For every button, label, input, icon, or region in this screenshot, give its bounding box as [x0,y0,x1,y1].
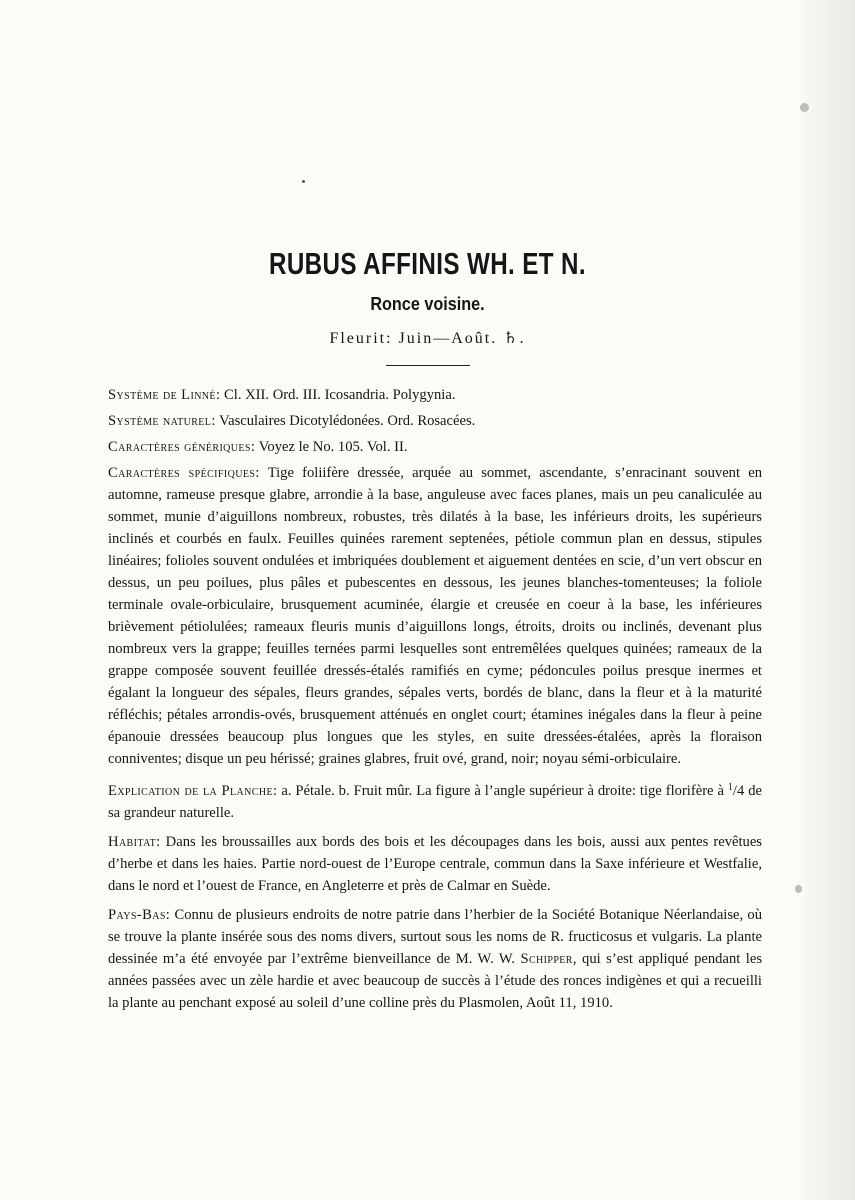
section-text: Cl. XII. Ord. III. Icosandria. Polygynia. [220,387,456,403]
section-paysbas [108,904,762,1014]
page-spine-shadow [795,0,855,1200]
person-name: Schipper [520,951,573,967]
page-subtitle: Ronce voisine. [370,294,485,314]
section-text: Connu de plusieurs endroits de notre patrie dans l’herbier de la Société Botanique Néerlandaise, où se trouve la plante insérée sous des noms divers, surtout sous les noms de R. fructicosus et vulgaris. La plante dessinée m’a été envoyée par l’extrême bienveillance de M. W. W. [108,907,762,967]
fraction-denominator: /4 [732,783,745,799]
section-linne [108,384,762,406]
section-habitat [108,831,762,897]
section-label: Système naturel: [108,413,216,429]
section-text: Dans les broussailles aux bords des bois et les découpages dans les bois, aussi aux pentes revêtues d’herbe et dans les haies. Partie nord-ouest de l’Europe centrale, commun dans la Saxe inférieure et Westfalie, dans le nord et l’ouest de France, en Angleterre et près de Calmar en Suède. [108,834,762,894]
section-specifiques [108,462,762,770]
section-naturel [108,410,762,432]
page-title: RUBUS AFFINIS WH. ET N. [268,246,587,281]
fraction-numerator: 1 [727,782,733,793]
section-label: Pays-Bas: [108,907,171,923]
ink-speck [795,885,802,893]
section-label: Système de Linné: [108,387,221,403]
section-text: de sa grandeur naturelle. [108,783,762,821]
ink-speck [302,180,305,183]
section-text: a. Pétale. b. Fruit mûr. La figure à l’angle supérieur à droite: tige florifère à [277,783,728,799]
section-text: Voyez le No. 105. Vol. II. [255,439,408,455]
section-text: Tige foliifère dressée, arquée au sommet, ascendante, s’enracinant souvent en automne, rameuse presque glabre, arrondie à la base, anguleuse avec faces planes, mais un peu canaliculée au sommet, munie d’aiguillons nombreux, robustes, très dilatés à la base, les inférieurs droits, les supérieurs inclinés et courbés en faulx. Feuilles quinées rarement septenées, pétiole commun plan en dessus, stipules linéaires; folioles souvent ondulées et imbriquées doublement et aiguement dentées en scie, d’un vert obscur en dessus, un peu poilues, plus pâles et pubescentes en dessous, les jeunes blanches-tomenteuses; la foliole terminale ovale-orbiculaire, brusquement acuminée, élargie et creusée en coeur à la base, les inférieures brièvement pétiolulées; rameaux fleuris munis d’aiguillons longs, étroits, droits ou inclinés, devenant plus nombreux vers la grappe; feuilles ternées parmi lesquelles sont entremêlées quelques quinées; rameaux de la grappe composée souvent feuillée dressés-étalés ramifiés en cyme; pédoncules poilus presque inermes et égalant la longueur des sépales, fleurs grandes, sépales verts, bordés de blanc, dans la fleur et à la maturité réfléchis; pétales arrondis-ovés, brusquement atténués en onglet court; étamines inégales dans la fleur à peine épanouie dressées beaucoup plus longues que les styles, en suite dressées-étalées, après la floraison conniventes; disque un peu hérissé; graines glabres, fruit ové, grand, noir; noyau sémi-orbiculaire. [108,465,762,767]
section-text: , qui s’est appliqué pendant les années passées avec un zèle hardie et avec beaucoup de succès à l’étude des ronces indigènes et qui a recueilli la plante au penchant exposé au soleil d’une colline près du Plasmolen, Août 11, 1910. [108,951,763,1011]
section-label: Caractères spécifiques: [108,465,260,481]
ink-speck [800,103,809,112]
section-explication [108,777,762,824]
section-text: Vasculaires Dicotylédonées. Ord. Rosacées. [215,413,476,429]
title-divider [386,365,470,366]
section-generiques [108,436,762,458]
section-label: Habitat: [108,834,161,850]
description-body [108,384,762,1018]
section-label: Caractères génériques: [108,439,256,455]
section-label: Explication de la Planche: [108,783,278,799]
flowering-period: Fleurit: Juin—Août. ♄. [329,330,526,347]
